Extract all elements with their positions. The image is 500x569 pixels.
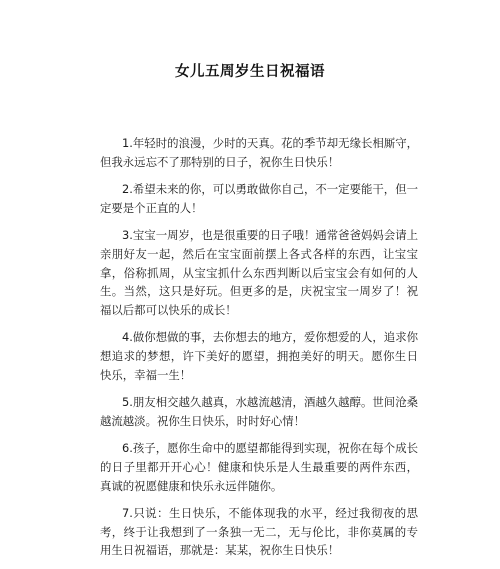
wish-paragraph-3: 3.宝宝一周岁，也是很重要的日子哦！通常爸爸妈妈会请上亲朋好友一起，然后在宝宝面前摆上各式各样的东西，让宝宝拿，俗称抓周，从宝宝抓什么东西判断以后宝宝会有如何的人生。当然，这只是好玩。但更多的是，庆祝宝宝一周岁了！祝福以后都可以快乐的成长！ — [100, 228, 418, 317]
wish-paragraph-1: 1.年轻时的浪漫，少时的天真。花的季节却无缘长相厮守，但我永远忘不了那特别的日子，祝你生日快乐！ — [100, 136, 418, 169]
wish-paragraph-6: 6.孩子，愿你生命中的愿望都能得到实现，祝你在每个成长的日子里都开开心心！健康和快乐是人生最重要的两件东西，真诚的祝愿健康和快乐永远伴随你。 — [100, 441, 418, 493]
wish-paragraph-7: 7.只说：生日快乐，不能体现我的水平，经过我彻夜的思考，终于让我想到了一条独一无二，无与伦比，非你莫属的专用生日祝福语，那就是：某某，祝你生日快乐！ — [100, 506, 418, 558]
wish-paragraph-2: 2.希望未来的你，可以勇敢做你自己，不一定要能干，但一定要是个正直的人！ — [100, 182, 418, 215]
wish-paragraph-4: 4.做你想做的事，去你想去的地方，爱你想爱的人，追求你想追求的梦想，许下美好的愿望，拥抱美好的明天。愿你生日快乐，幸福一生！ — [100, 330, 418, 382]
document-title: 女儿五周岁生日祝福语 — [175, 64, 325, 80]
wish-list — [100, 134, 418, 569]
wish-paragraph-5: 5.朋友相交越久越真，水越流越清，酒越久越醇。世间沧桑越流越淡。祝你生日快乐，时时好心情！ — [100, 395, 418, 428]
